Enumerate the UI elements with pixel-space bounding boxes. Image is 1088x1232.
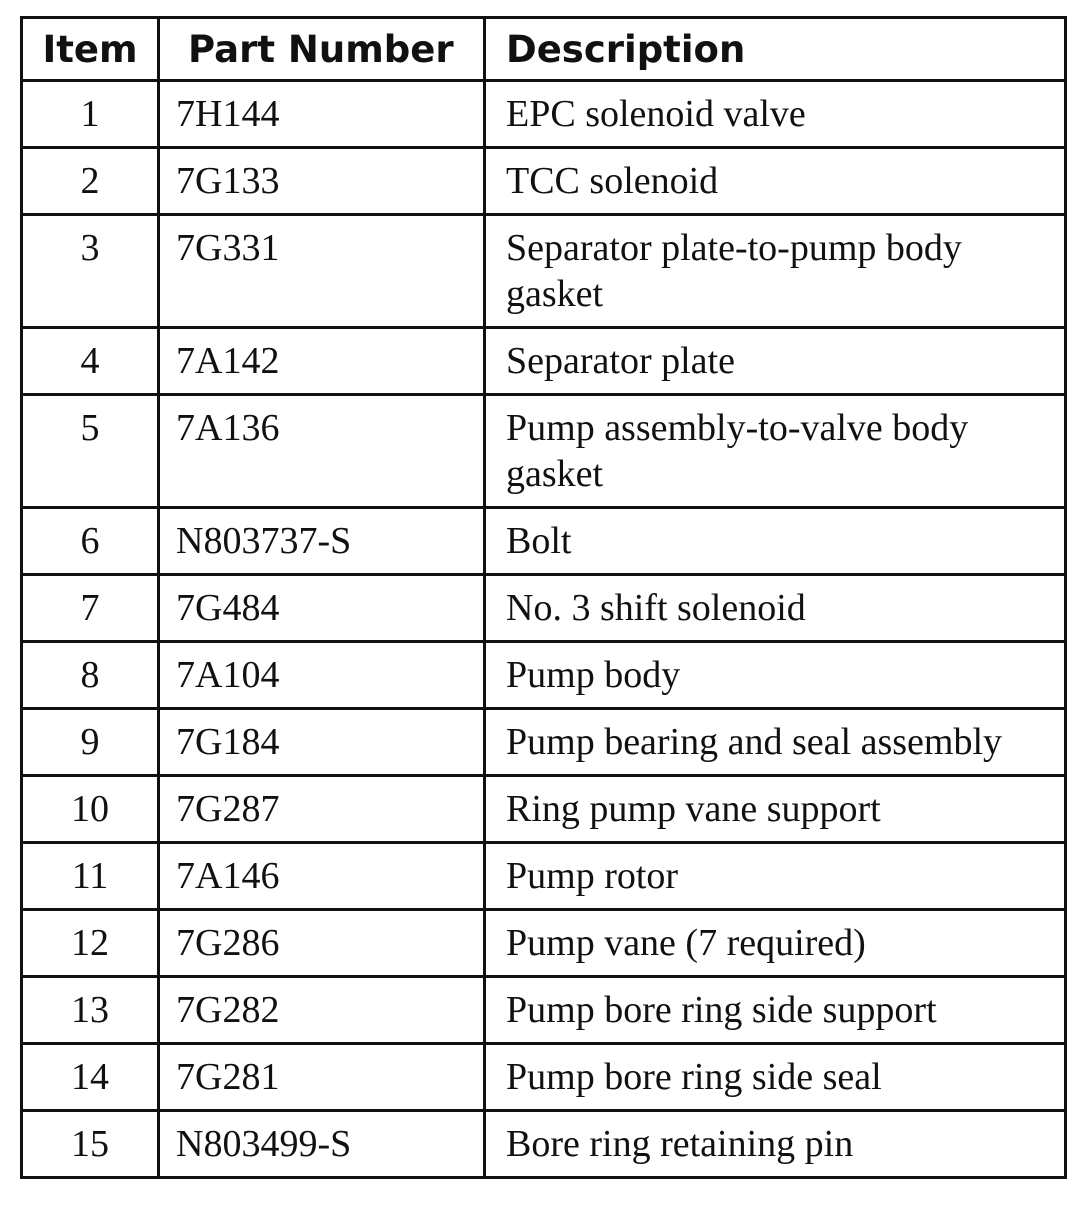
- table-row: [22, 81, 1066, 148]
- description-cell: Pump body: [485, 642, 1066, 709]
- table-row: [22, 395, 1066, 508]
- part-number-cell: 7G133: [159, 148, 485, 215]
- description-cell: Pump rotor: [485, 843, 1066, 910]
- description-cell: EPC solenoid valve: [485, 81, 1066, 148]
- part-number-cell: 7G287: [159, 776, 485, 843]
- item-cell: 1: [22, 81, 159, 148]
- part-number-cell: 7G281: [159, 1044, 485, 1111]
- header-part-number: Part Number: [159, 18, 485, 81]
- description-cell: Pump bore ring side support: [485, 977, 1066, 1044]
- part-number-cell: 7G282: [159, 977, 485, 1044]
- item-cell: 8: [22, 642, 159, 709]
- item-cell: 5: [22, 395, 159, 508]
- item-cell: 7: [22, 575, 159, 642]
- item-cell: 4: [22, 328, 159, 395]
- table-row: [22, 328, 1066, 395]
- part-number-cell: 7A136: [159, 395, 485, 508]
- part-number-cell: 7A142: [159, 328, 485, 395]
- part-number-cell: N803499-S: [159, 1111, 485, 1178]
- table-row: [22, 977, 1066, 1044]
- description-cell: Separator plate-to-pump body gasket: [485, 215, 1066, 328]
- part-number-cell: 7G184: [159, 709, 485, 776]
- description-cell: Bore ring retaining pin: [485, 1111, 1066, 1178]
- item-cell: 14: [22, 1044, 159, 1111]
- description-cell: Pump vane (7 required): [485, 910, 1066, 977]
- table-row: [22, 1111, 1066, 1178]
- item-cell: 13: [22, 977, 159, 1044]
- item-cell: 2: [22, 148, 159, 215]
- part-number-cell: 7G484: [159, 575, 485, 642]
- table-row: [22, 776, 1066, 843]
- part-number-cell: 7G286: [159, 910, 485, 977]
- item-cell: 10: [22, 776, 159, 843]
- table-row: [22, 215, 1066, 328]
- part-number-cell: N803737-S: [159, 508, 485, 575]
- table-row: [22, 709, 1066, 776]
- parts-table: [20, 16, 1067, 1179]
- description-cell: TCC solenoid: [485, 148, 1066, 215]
- table-row: [22, 1044, 1066, 1111]
- item-cell: 12: [22, 910, 159, 977]
- description-cell: Pump assembly-to-valve body gasket: [485, 395, 1066, 508]
- header-row: [22, 18, 1066, 81]
- part-number-cell: 7A146: [159, 843, 485, 910]
- item-cell: 11: [22, 843, 159, 910]
- description-cell: Separator plate: [485, 328, 1066, 395]
- part-number-cell: 7H144: [159, 81, 485, 148]
- item-cell: 6: [22, 508, 159, 575]
- item-cell: 9: [22, 709, 159, 776]
- table-row: [22, 642, 1066, 709]
- description-cell: No. 3 shift solenoid: [485, 575, 1066, 642]
- table-row: [22, 508, 1066, 575]
- description-cell: Ring pump vane support: [485, 776, 1066, 843]
- table-row: [22, 148, 1066, 215]
- part-number-cell: 7A104: [159, 642, 485, 709]
- part-number-cell: 7G331: [159, 215, 485, 328]
- table-row: [22, 910, 1066, 977]
- item-cell: 15: [22, 1111, 159, 1178]
- description-cell: Bolt: [485, 508, 1066, 575]
- table-row: [22, 843, 1066, 910]
- description-cell: Pump bore ring side seal: [485, 1044, 1066, 1111]
- header-description: Description: [485, 18, 1066, 81]
- table-row: [22, 575, 1066, 642]
- header-item: Item: [22, 18, 159, 81]
- description-cell: Pump bearing and seal assembly: [485, 709, 1066, 776]
- item-cell: 3: [22, 215, 159, 328]
